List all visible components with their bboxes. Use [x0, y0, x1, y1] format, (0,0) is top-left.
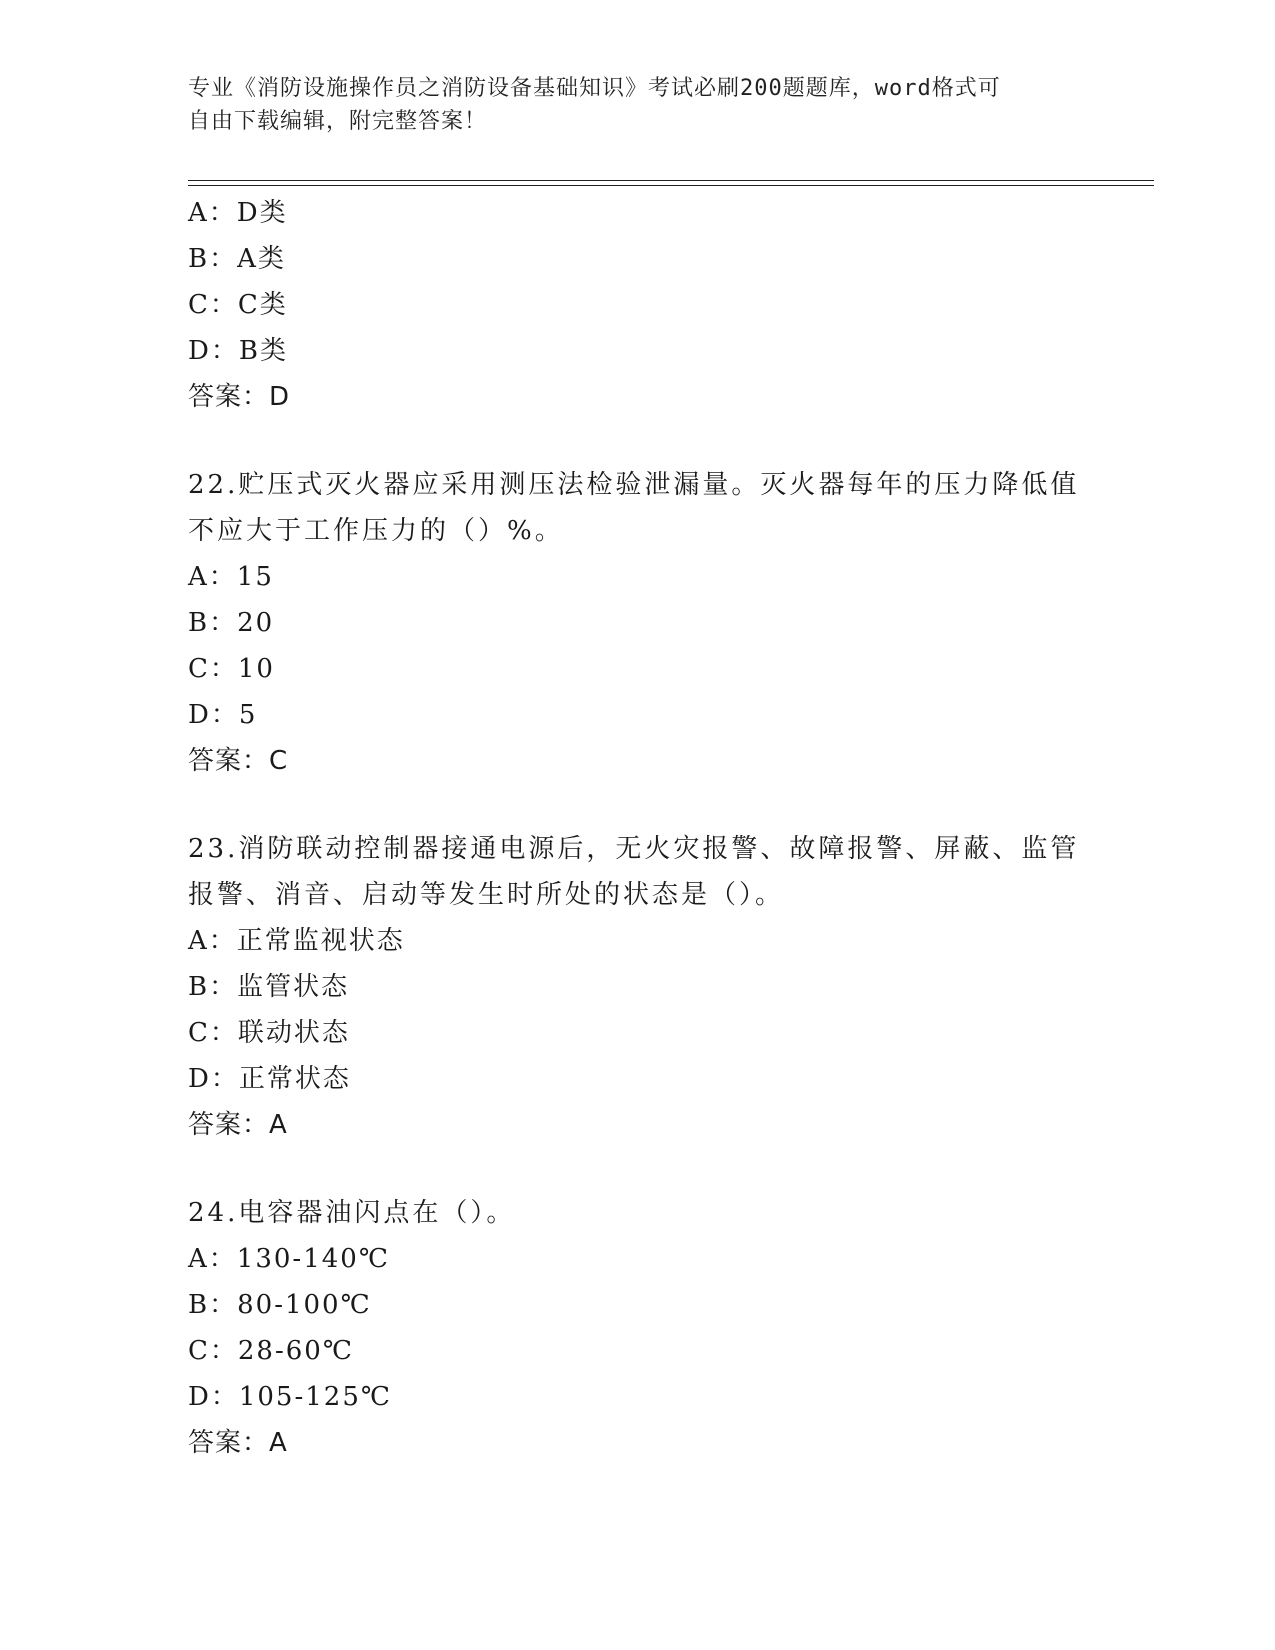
option-c: C：C类 — [188, 290, 288, 320]
option-a: A：D类 — [188, 198, 288, 228]
answer: 答案：A — [188, 1110, 288, 1140]
question-block-22 — [188, 462, 1088, 784]
option-c: C：联动状态 — [188, 1018, 350, 1048]
question-stem: 24.电容器油闪点在（）。 — [188, 1198, 516, 1228]
question-block-23 — [188, 826, 1088, 1148]
document-header — [188, 72, 1088, 138]
option-c: C：10 — [188, 654, 275, 684]
question-stem: 不应大于工作压力的（）%。 — [188, 516, 564, 546]
answer: 答案：A — [188, 1428, 288, 1458]
option-d: D：正常状态 — [188, 1064, 351, 1094]
option-c: C：28-60℃ — [188, 1336, 354, 1366]
option-d: D：5 — [188, 700, 258, 730]
option-a: A：15 — [188, 562, 274, 592]
question-stem: 23.消防联动控制器接通电源后，无火灾报警、故障报警、屏蔽、监管 — [188, 834, 1080, 864]
question-block-21 — [188, 190, 1088, 420]
answer: 答案：C — [188, 746, 289, 776]
option-d: D：105-125℃ — [188, 1382, 392, 1412]
option-b: B：A类 — [188, 244, 286, 274]
option-a: A：130-140℃ — [188, 1244, 390, 1274]
question-block-24 — [188, 1190, 1088, 1466]
answer: 答案：D — [188, 382, 291, 412]
header-divider-secondary — [188, 185, 1154, 186]
option-b: B：80-100℃ — [188, 1290, 372, 1320]
header-divider — [188, 180, 1154, 181]
question-stem: 报警、消音、启动等发生时所处的状态是（）。 — [188, 880, 785, 910]
option-d: D：B类 — [188, 336, 288, 366]
option-a: A：正常监视状态 — [188, 926, 405, 956]
question-stem: 22.贮压式灭火器应采用测压法检验泄漏量。灭火器每年的压力降低值 — [188, 470, 1080, 500]
header-line-1: 专业《消防设施操作员之消防设备基础知识》考试必刷200题题库，word格式可 — [188, 76, 1001, 101]
header-line-2: 自由下载编辑，附完整答案！ — [188, 109, 488, 134]
option-b: B：监管状态 — [188, 972, 350, 1002]
option-b: B：20 — [188, 608, 275, 638]
question-list — [188, 190, 1088, 1466]
